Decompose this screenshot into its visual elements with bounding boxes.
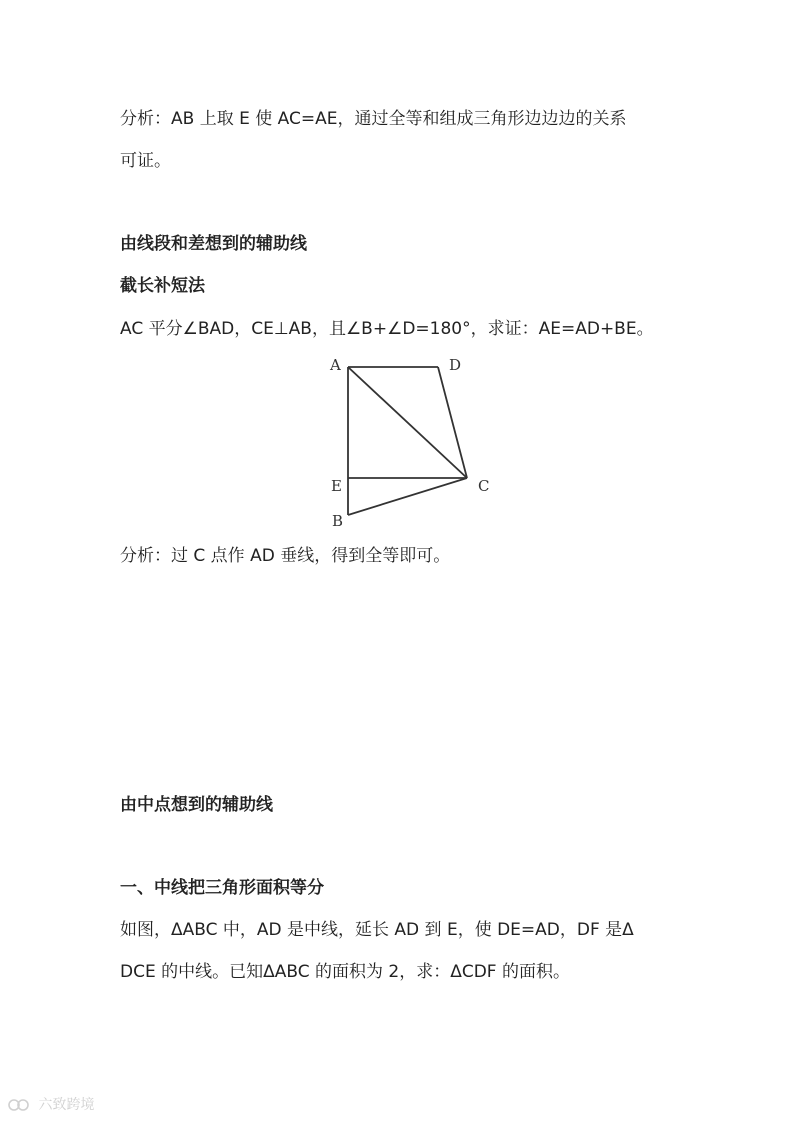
watermark	[8, 1094, 94, 1114]
analysis-2: 分析：过 C 点作 AD 垂线，得到全等即可。	[120, 546, 451, 566]
segment-AC	[348, 367, 467, 478]
label-D: D	[449, 356, 462, 374]
problem-1-statement: AC 平分∠BAD，CE⊥AB，且∠B+∠D=180°，求证：AE=AD+BE。	[120, 319, 654, 339]
segment-BC	[348, 478, 467, 515]
label-C: C	[478, 477, 490, 495]
watermark-logo-icon	[8, 1097, 34, 1113]
label-E: E	[331, 477, 342, 495]
label-B: B	[332, 512, 344, 530]
heading-median-area: 一、中线把三角形面积等分	[120, 878, 324, 898]
label-A: A	[330, 356, 341, 374]
analysis-1-line-1: 分析：AB 上取 E 使 AC=AE，通过全等和组成三角形边边边的关系	[120, 109, 627, 129]
segment-DC	[438, 367, 467, 478]
heading-cut-long-supplement-short: 截长补短法	[120, 276, 205, 296]
watermark-text: 六致跨境	[38, 1097, 95, 1113]
problem-2-line-2: DCE 的中线。已知ΔABC 的面积为 2，求：ΔCDF 的面积。	[120, 962, 570, 982]
heading-midpoint: 由中点想到的辅助线	[120, 795, 273, 815]
analysis-1-line-2: 可证。	[120, 151, 171, 171]
geometry-figure-svg	[325, 348, 500, 533]
geometry-figure-quadrilateral	[325, 348, 500, 533]
heading-segment-difference: 由线段和差想到的辅助线	[120, 234, 307, 254]
problem-2-line-1: 如图，ΔABC 中，AD 是中线，延长 AD 到 E，使 DE=AD，DF 是Δ	[120, 920, 634, 940]
